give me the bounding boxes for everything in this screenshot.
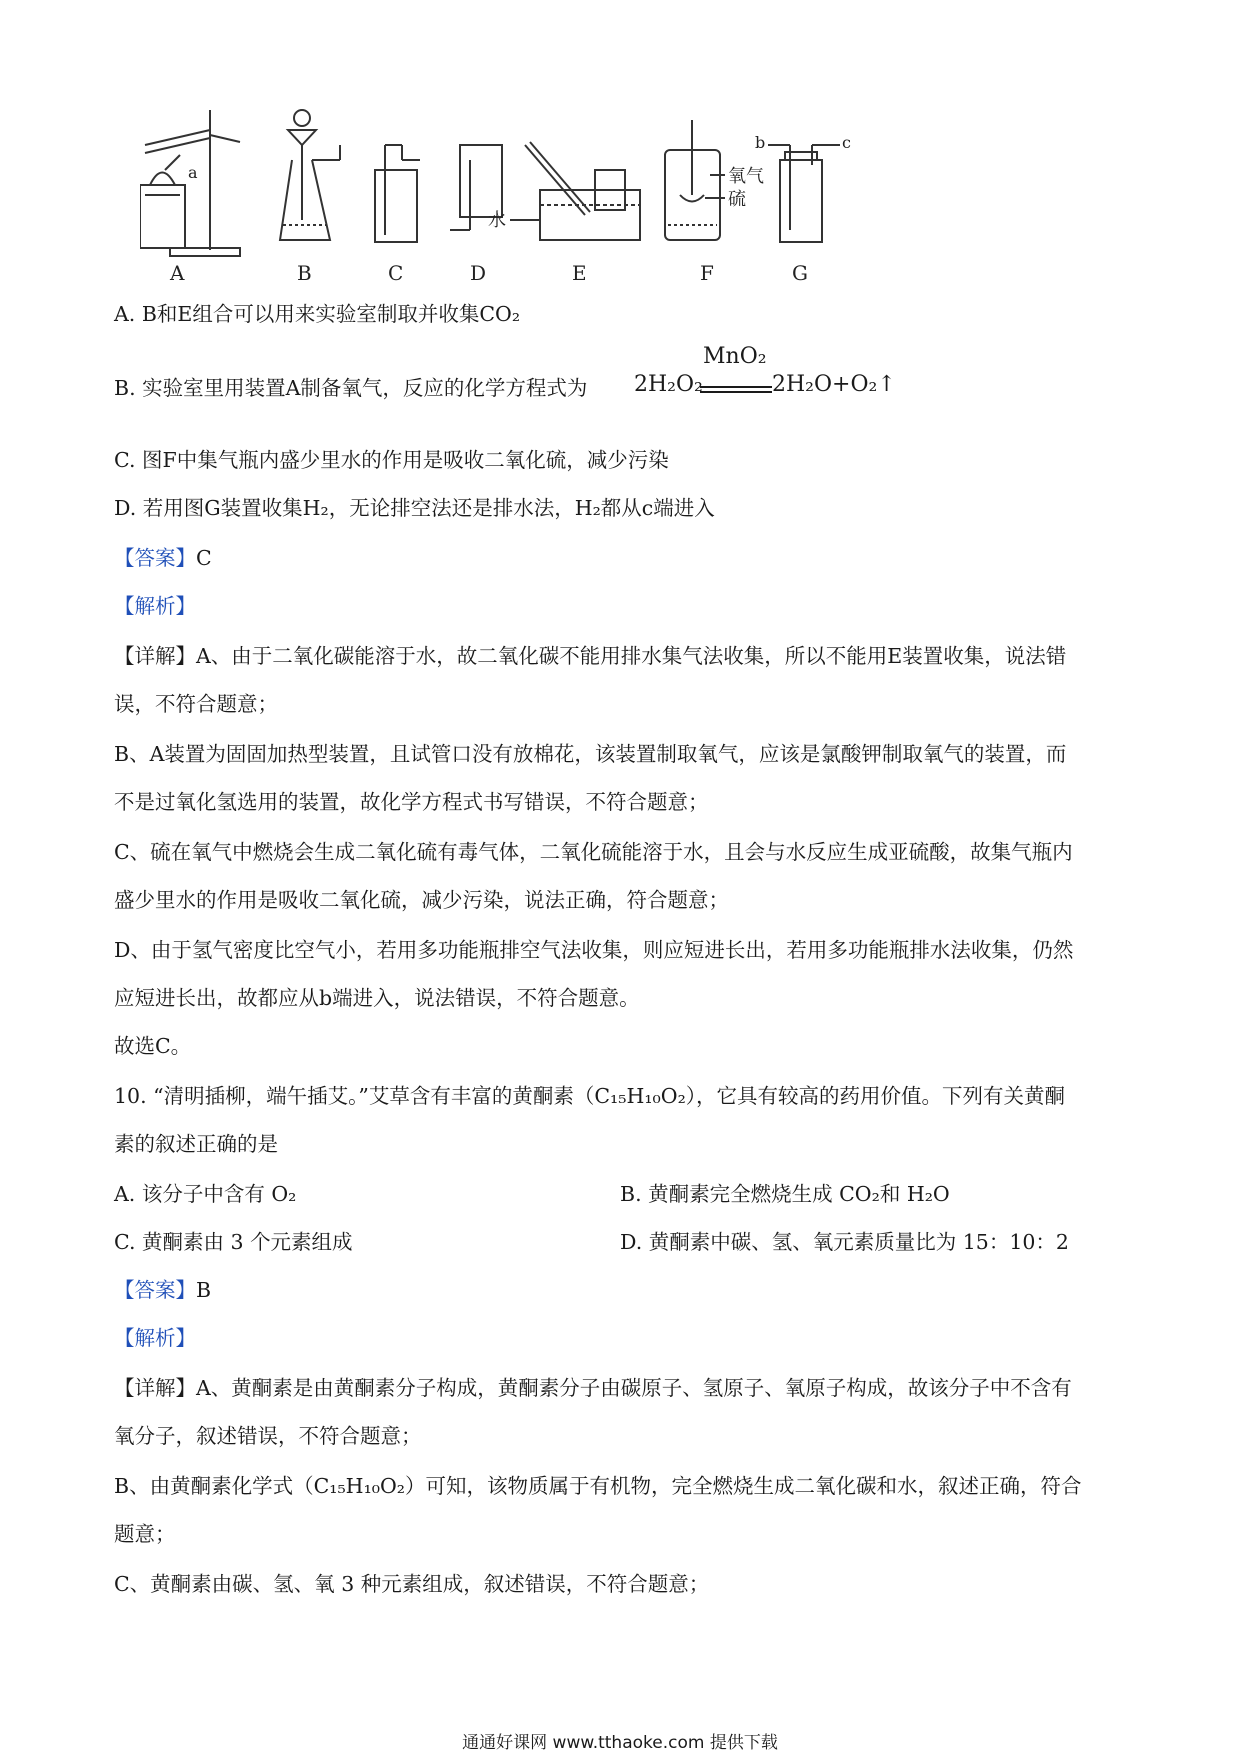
apparatus-c	[375, 145, 420, 242]
q9-option-a: A. B和E组合可以用来实验室制取并收集CO₂	[114, 302, 521, 326]
q10-detail-line: 氧分子，叙述错误，不符合题意；	[114, 1424, 422, 1448]
equation-right: 2H₂O+O₂↑	[772, 372, 896, 397]
q9-option-b-text: B. 实验室里用装置A制备氧气，反应的化学方程式为	[114, 376, 588, 400]
annot-a: a	[188, 163, 198, 182]
q10-answer-value: B	[196, 1278, 212, 1302]
q10-answer	[114, 1276, 211, 1304]
q10-option-b: B. 黄酮素完全燃烧生成 CO₂和 H₂O	[620, 1182, 950, 1206]
equation-left: 2H₂O₂	[634, 372, 703, 397]
label-c: C	[388, 261, 404, 285]
q10-option-d: D. 黄酮素中碳、氢、氧元素质量比为 15：10：2	[620, 1230, 1069, 1254]
label-e: E	[572, 261, 587, 285]
q9-detail-line: 【详解】A、由于二氧化碳能溶于水，故二氧化碳不能用排水集气法收集，所以不能用E装置收集，说法错	[114, 644, 1067, 668]
q10-option-a: A. 该分子中含有 O₂	[114, 1182, 297, 1206]
annot-oxygen: 氧气	[728, 166, 764, 187]
apparatus-figure	[140, 100, 960, 290]
label-g: G	[792, 261, 808, 285]
apparatus-a	[140, 110, 240, 256]
equation-catalyst: MnO₂	[703, 344, 767, 369]
apparatus-g	[768, 145, 840, 242]
q10-analysis-label: 【解析】	[114, 1326, 196, 1350]
q9-option-b	[114, 374, 587, 402]
q9-answer-value: C	[196, 546, 212, 570]
q9-detail-line: B、A装置为固固加热型装置，且试管口没有放棉花，该装置制取氧气，应该是氯酸钾制取氧气的装置，而	[114, 742, 1067, 766]
q10-answer-label: 【答案】	[114, 1278, 196, 1302]
apparatus-b	[280, 110, 340, 240]
q9-detail-line: 误，不符合题意；	[114, 692, 278, 716]
q9-answer-label: 【答案】	[114, 546, 196, 570]
q9-answer	[114, 544, 212, 572]
q9-detail-line: 不是过氧化氢选用的装置，故化学方程式书写错误，不符合题意；	[114, 790, 709, 814]
q9-detail-line: D、由于氢气密度比空气小，若用多功能瓶排空气法收集，则应短进长出，若用多功能瓶排水法收集，仍然	[114, 938, 1074, 962]
q9-option-c: C. 图F中集气瓶内盛少里水的作用是吸收二氧化硫，减少污染	[114, 448, 669, 472]
q9-conclusion: 故选C。	[114, 1034, 192, 1058]
q10-option-c: C. 黄酮素由 3 个元素组成	[114, 1230, 353, 1254]
annot-sulfur: 硫	[728, 189, 746, 210]
annot-b: b	[755, 133, 766, 152]
q9-detail-line: C、硫在氧气中燃烧会生成二氧化硫有毒气体，二氧化硫能溶于水，且会与水反应生成亚硫酸，故集气瓶内	[114, 840, 1073, 864]
label-d: D	[470, 261, 487, 285]
label-b: B	[297, 261, 312, 285]
page-footer: 通通好课网 www.tthaoke.com 提供下载	[462, 1733, 778, 1753]
q10-detail-line: C、黄酮素由碳、氢、氧 3 种元素组成，叙述错误，不符合题意；	[114, 1572, 710, 1596]
q10-detail-line: 题意；	[114, 1522, 176, 1546]
apparatus-f	[665, 120, 725, 240]
q9-analysis-label: 【解析】	[114, 594, 196, 618]
q9-option-d: D. 若用图G装置收集H₂，无论排空法还是排水法，H₂都从c端进入	[114, 496, 715, 520]
label-f: F	[700, 261, 714, 285]
annot-water: 水	[488, 210, 506, 231]
label-a: A	[170, 261, 185, 285]
q10-stem: 10. “清明插柳，端午插艾。”艾草含有丰富的黄酮素（C₁₅H₁₀O₂），它具有较高的药用价值。下列有关黄酮	[114, 1084, 1066, 1108]
annot-c: c	[842, 133, 851, 152]
q10-stem-cont: 素的叙述正确的是	[114, 1132, 278, 1156]
q10-detail-line: 【详解】A、黄酮素是由黄酮素分子构成，黄酮素分子由碳原子、氢原子、氧原子构成，故该分子中不含有	[114, 1376, 1072, 1400]
apparatus-e	[510, 142, 640, 240]
equation-equals	[700, 386, 772, 393]
q9-detail-line: 盛少里水的作用是吸收二氧化硫，减少污染，说法正确，符合题意；	[114, 888, 729, 912]
q10-detail-line: B、由黄酮素化学式（C₁₅H₁₀O₂）可知，该物质属于有机物，完全燃烧生成二氧化碳和水，叙述正确，符合	[114, 1474, 1082, 1498]
q9-detail-line: 应短进长出，故都应从b端进入，说法错误，不符合题意。	[114, 986, 640, 1010]
